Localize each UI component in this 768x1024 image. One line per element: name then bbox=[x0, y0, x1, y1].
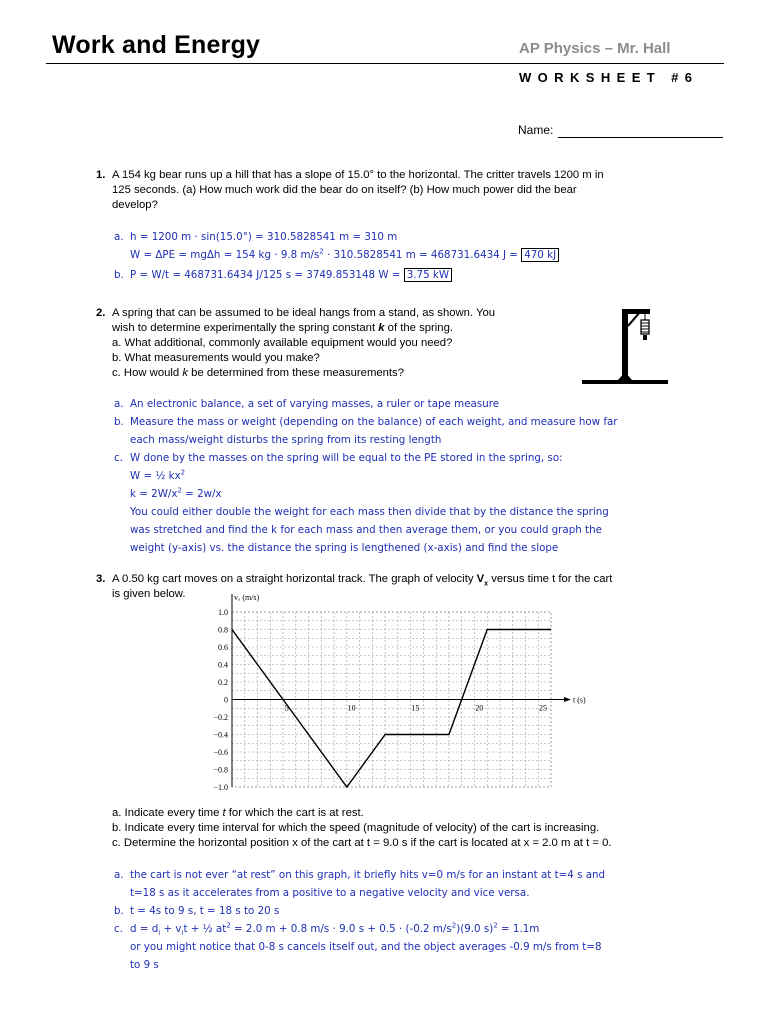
question-2 bbox=[96, 306, 496, 381]
answer-line: W = ½ kx bbox=[130, 470, 181, 482]
variable-v: V bbox=[476, 573, 485, 585]
question-text: wish to determine experimentally the spring constant bbox=[112, 322, 379, 334]
answer-line: · 310.5828541 m = 468731.6434 J = bbox=[323, 249, 522, 261]
y-axis-label: vₓ (m/s) bbox=[234, 593, 260, 602]
chart-series bbox=[232, 630, 551, 788]
question-text-line: is given below. bbox=[112, 588, 186, 600]
answer-line: Measure the mass or weight (depending on the balance) of each weight, and measure how far bbox=[130, 416, 618, 428]
question-number: 1. bbox=[96, 169, 106, 181]
worksheet-label: WORKSHEET #6 bbox=[519, 70, 699, 85]
y-tick-label: 0.2 bbox=[218, 678, 228, 687]
y-tick-label: 0.4 bbox=[218, 660, 228, 670]
superscript: 2 bbox=[226, 921, 231, 930]
subscript: i bbox=[158, 929, 161, 938]
name-label: Name: bbox=[518, 123, 554, 137]
y-tick-label: 1.0 bbox=[218, 608, 228, 617]
question-part: a. What additional, commonly available equipment would you need? bbox=[112, 337, 453, 349]
x-tick-label: 15 bbox=[411, 703, 420, 713]
answer-line: the cart is not ever “at rest” on this graph, it briefly hits v=0 m/s for an instant at t=4 s and bbox=[130, 869, 606, 881]
question-text: A 0.50 kg cart moves on a straight horizontal track. The graph of velocity bbox=[112, 573, 477, 585]
superscript: 2 bbox=[451, 921, 457, 930]
question-1 bbox=[96, 168, 604, 213]
x-tick-label: 10 bbox=[347, 703, 356, 713]
question-text-line: A spring that can be assumed to be ideal hangs from a stand, as shown. You bbox=[112, 307, 496, 319]
answer-2: a. An electronic balance, a set of varying masses, a ruler or tape measure b. Measure the mass or weight (depending on the balance) of each weight, and measure how far each mass/weight disturbs the spring from its resting length c. W done by the masses on the spring will be equal to the PE stored in the spring, so: W = ½ $kx^2$ $k = 2W/x^2 = 2w/x$ You could either double the weight for each mass then divide that by the distance the spring was stretched and find the k for each mass and then average them, or you could graph the weight (y-axis) vs. the distance the spring is lengthened (x-axis) and find the slope bbox=[114, 398, 618, 554]
question-part: c. How would bbox=[112, 367, 183, 379]
y-tick-label: −0.6 bbox=[213, 748, 228, 757]
question-text: for which the cart is at rest. bbox=[225, 807, 364, 819]
question-3-parts bbox=[112, 806, 612, 851]
subscript: i bbox=[181, 929, 184, 938]
boxed-answer: 470 kJ bbox=[521, 248, 559, 262]
variable-k: k bbox=[182, 367, 188, 379]
x-axis-arrow bbox=[564, 697, 571, 702]
spring-stand-illustration bbox=[580, 300, 670, 390]
question-text-line: 125 seconds. (a) How much work did the bear do on itself? (b) How much power did the bear bbox=[112, 184, 577, 196]
answer-line: W done by the masses on the spring will be equal to the PE stored in the spring, so: bbox=[130, 452, 563, 464]
question-part: c. Determine the horizontal position x of the cart at t = 9.0 s if the cart is located at x = 2.0 m at t = 0. bbox=[112, 837, 612, 849]
x-tick-label: 20 bbox=[475, 703, 484, 713]
answer-line: to 9 s bbox=[130, 959, 159, 971]
y-tick-label: 0.8 bbox=[218, 625, 228, 635]
answer-line: t=18 s as it accelerates from a positive to a negative velocity and vice versa. bbox=[130, 887, 530, 899]
answer-label: b. bbox=[114, 269, 124, 281]
x-axis-label: t (s) bbox=[573, 695, 586, 705]
answer-line: P = W/t = 468731.6434 J/125 s = 3749.853148 W = bbox=[130, 269, 404, 281]
velocity-series-line bbox=[232, 630, 551, 788]
question-text: be determined from these measurements? bbox=[187, 367, 404, 379]
answer-line: d = d bbox=[130, 923, 159, 935]
answer-3: a. the cart is not ever “at rest” on this graph, it briefly hits v=0 m/s for an instant at t=4 s and t=18 s as it accelerates from a positive to a negative velocity and vice versa. b. t = 4s to 9 s, t = 18 s to 20 s c. $d = d_i + v_it$ + ½ $at^2 = 2.0$ m + 0.8 m/s · 9.0 s + 0.5 · (-0.2 $m/s^2)(9.0$ s)$^2$ = 1.1m or you might notice that 0-8 s cancels itself out, and the object averages -0.9 m/s from t=8 to 9 s bbox=[114, 869, 606, 971]
page-title: Work and Energy bbox=[52, 31, 261, 59]
answer-line: You could either double the weight for each mass then divide that by the distance the spring bbox=[130, 506, 609, 518]
answer-line: was stretched and find the k for each mass and then average them, or you could graph the bbox=[130, 524, 602, 536]
boxed-answer: 3.75 kW bbox=[404, 268, 452, 282]
question-text-line: develop? bbox=[112, 199, 158, 211]
answer-line: )(9.0 s) bbox=[456, 923, 494, 935]
x-tick-label: 5 bbox=[284, 703, 289, 713]
answer-line: W = ΔPE = mgΔh = 154 kg · 9.8 m/s bbox=[130, 249, 320, 261]
superscript: 2 bbox=[180, 468, 186, 477]
superscript: 2 bbox=[493, 921, 498, 930]
answer-1 bbox=[114, 228, 559, 284]
header-divider bbox=[46, 63, 724, 64]
question-text: versus time t for the cart bbox=[488, 573, 613, 585]
answer-line: t + ½ at bbox=[183, 923, 227, 935]
velocity-time-chart bbox=[196, 585, 586, 795]
answer-line: = 2.0 m + 0.8 m/s · 9.0 s + 0.5 · (-0.2 m/s bbox=[230, 923, 452, 935]
y-tick-label: 0.6 bbox=[218, 643, 228, 652]
y-tick-label: −0.2 bbox=[213, 713, 228, 722]
question-text: of the spring. bbox=[384, 322, 453, 334]
answer-line: + v bbox=[160, 923, 182, 935]
answer-label: a. bbox=[114, 231, 124, 243]
superscript: 2 bbox=[177, 486, 182, 495]
variable-t: t bbox=[222, 807, 226, 819]
answer-line: weight (y-axis) vs. the distance the spring is lengthened (x-axis) and find the slope bbox=[130, 542, 559, 554]
answer-line: t = 4s to 9 s, t = 18 s to 20 s bbox=[130, 905, 280, 917]
answer-line: or you might notice that 0-8 s cancels itself out, and the object averages -0.9 m/s from t=8 bbox=[130, 941, 602, 953]
y-tick-label: −1.0 bbox=[213, 783, 228, 792]
question-number: 3. bbox=[96, 573, 106, 585]
course-label: AP Physics – Mr. Hall bbox=[519, 40, 671, 57]
y-tick-label: −0.4 bbox=[213, 730, 228, 740]
answer-line: An electronic balance, a set of varying masses, a ruler or tape measure bbox=[130, 398, 500, 410]
y-tick-label: 0 bbox=[224, 695, 228, 705]
question-part: a. Indicate every time bbox=[112, 807, 223, 819]
question-text-line: A 154 kg bear runs up a hill that has a slope of 15.0° to the horizontal. The critter travels 1200 m in bbox=[112, 169, 604, 181]
question-part: b. What measurements would you make? bbox=[112, 352, 320, 364]
x-tick-label: 25 bbox=[539, 703, 547, 713]
answer-line: = 1.1m bbox=[497, 923, 540, 935]
subscript: x bbox=[484, 580, 489, 588]
answer-line: h = 1200 m · sin(15.0°) = 310.5828541 m = 310 m bbox=[130, 231, 398, 243]
answer-line: = 2w/x bbox=[181, 488, 222, 500]
variable-k: k bbox=[378, 322, 385, 334]
answer-line: k = 2W/x bbox=[130, 488, 178, 500]
question-part: b. Indicate every time interval for which the speed (magnitude of velocity) of the cart is increasing. bbox=[112, 822, 600, 834]
question-number: 2. bbox=[96, 307, 106, 319]
name-field[interactable] bbox=[558, 137, 723, 138]
superscript: 2 bbox=[319, 247, 324, 256]
y-tick-label: −0.8 bbox=[213, 765, 228, 775]
answer-line: each mass/weight disturbs the spring from its resting length bbox=[130, 434, 442, 446]
